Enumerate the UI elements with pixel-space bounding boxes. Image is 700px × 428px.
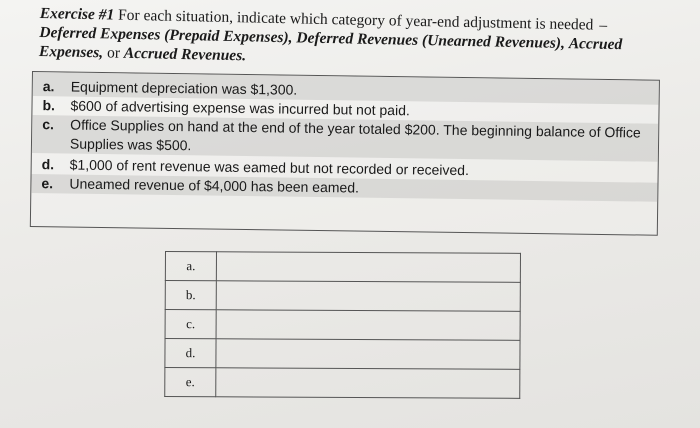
category-or-word: or [106, 44, 121, 62]
category-deferred-expenses: Deferred Expenses (Prepaid Expenses), [39, 23, 293, 47]
row-label: e. [165, 368, 216, 397]
row-label: d. [165, 339, 216, 368]
situation-letter: a. [42, 78, 55, 95]
answer-table [164, 251, 521, 399]
table-row [165, 310, 520, 341]
situation-letter: b. [42, 97, 56, 114]
situation-letter: c. [42, 116, 55, 133]
row-label: a. [165, 252, 216, 281]
exercise-instructions [39, 4, 660, 74]
exercise-intro: For each situation, indicate which category of year-end adjustment is needed [117, 6, 594, 34]
situation-text: Uneamed revenue of $4,000 has been eamed. [69, 175, 360, 196]
table-row [165, 368, 520, 399]
category-accrued-revenues: Accrued Revenues. [123, 44, 247, 65]
table-row [165, 281, 520, 312]
table-row [165, 252, 520, 283]
situation-letter: e. [41, 175, 54, 192]
answer-cell[interactable] [216, 339, 520, 370]
situation-text: Equipment depreciation was $1,300. [70, 78, 298, 98]
situations-box [30, 71, 660, 236]
situation-text: $600 of advertising expense was incurred but not paid. [70, 97, 410, 119]
answer-cell[interactable] [216, 310, 520, 341]
category-accrued-expenses: Accrued Expenses, [38, 35, 623, 62]
category-deferred-revenues: Deferred Revenues (Unearned Revenues), [296, 29, 566, 53]
row-label: b. [165, 281, 216, 310]
answer-cell[interactable] [216, 281, 520, 312]
table-row [165, 339, 520, 370]
row-label: c. [165, 310, 216, 339]
situation-item [32, 115, 658, 162]
answer-cell[interactable] [216, 252, 520, 283]
answer-cell[interactable] [216, 368, 520, 399]
situation-text: Office Supplies on hand at the end of the year totaled $200. The beginning balance of Office Supplies was $500. [69, 116, 641, 154]
situation-text: $1,000 of rent revenue was eamed but not recorded or received. [69, 156, 470, 179]
exercise-label: Exercise #1 [39, 4, 115, 24]
situation-letter: d. [41, 156, 55, 173]
instruction-dash: – [599, 16, 608, 34]
